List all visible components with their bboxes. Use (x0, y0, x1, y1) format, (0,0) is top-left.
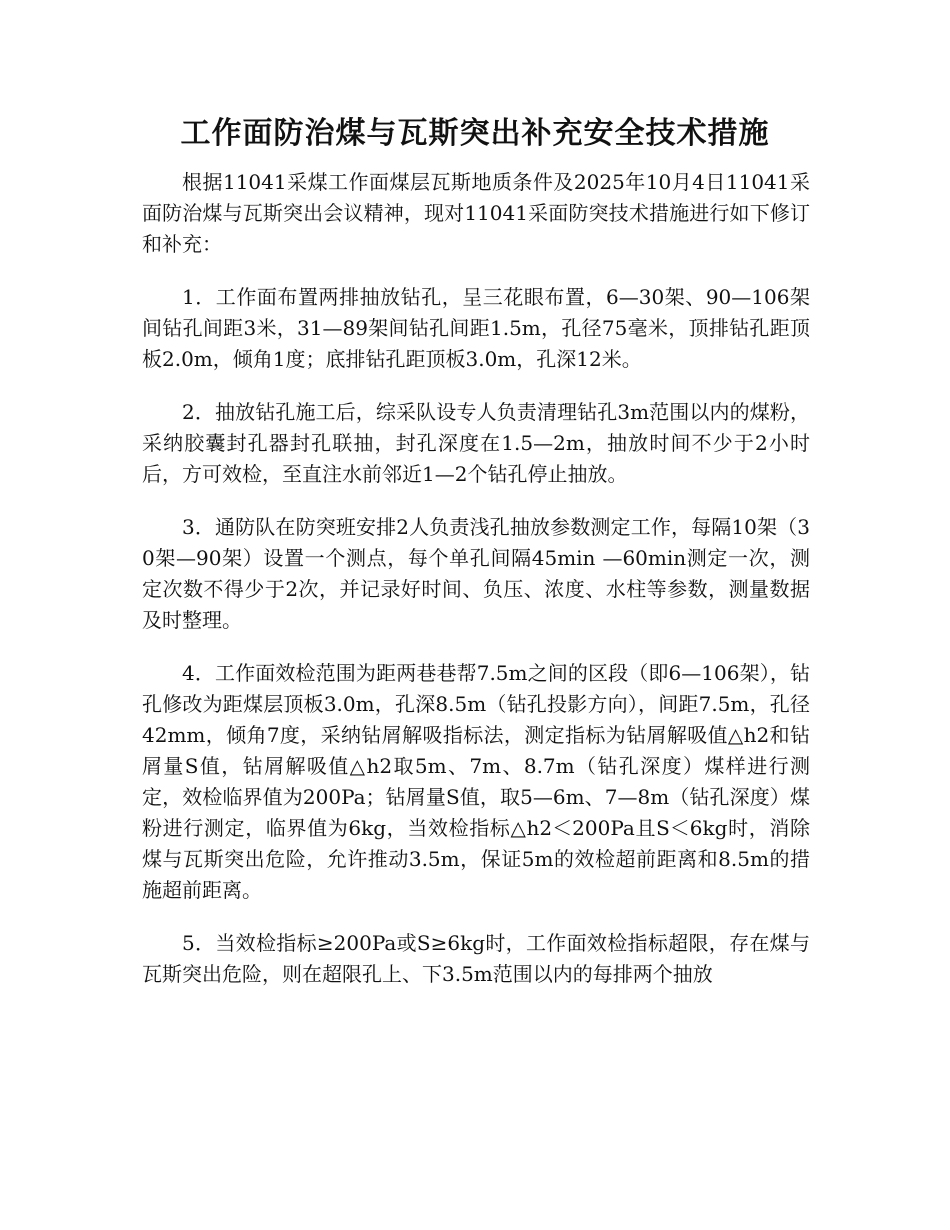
intro-paragraph: 根据11041采煤工作面煤层瓦斯地质条件及2025年10月4日11041采面防治煤与瓦斯突出会议精神，现对11041采面防突技术措施进行如下修订和补充： (142, 170, 810, 256)
document-body (142, 167, 810, 990)
measure-paragraph-5: 5．当效检指标≥200Pa或S≥6kg时，工作面效检指标超限，存在煤与瓦斯突出危险，则在超限孔上、下3.5m范围以内的每排两个抽放 (142, 931, 810, 986)
measure-paragraph-1: 1．工作面布置两排抽放钻孔，呈三花眼布置，6—30架、90—106架间钻孔间距3米，31—89架间钻孔间距1.5m，孔径75毫米，顶排钻孔距顶板2.0m，倾角1度；底排钻孔距顶板3.0m，孔深12米。 (142, 285, 810, 371)
measure-paragraph-4: 4．工作面效检范围为距两巷巷帮7.5m之间的区段（即6—106架），钻孔修改为距煤层顶板3.0m，孔深8.5m（钻孔投影方向），间距7.5m，孔径42mm，倾角7度，采纳钻屑解吸指标法，测定指标为钻屑解吸值△h2和钻屑量S值，钻屑解吸值△h2取5m、7m、8.7m（钻孔深度）煤样进行测定，效检临界值为200Pa；钻屑量S值，取5—6m、7—8m（钻孔深度）煤粉进行测定，临界值为6kg，当效检指标△h2＜200Pa且S＜6kg时，消除煤与瓦斯突出危险，允许推动3.5m，保证5m的效检超前距离和8.5m的措施超前距离。 (142, 661, 810, 902)
measure-paragraph-2: 2．抽放钻孔施工后，综采队设专人负责清理钻孔3m范围以内的煤粉，采纳胶囊封孔器封孔联抽，封孔深度在1.5—2m，抽放时间不少于2小时后，方可效检，至直注水前邻近1—2个钻孔停止抽放。 (142, 400, 810, 486)
measure-paragraph-3: 3．通防队在防突班安排2人负责浅孔抽放参数测定工作，每隔10架（30架—90架）设置一个测点，每个单孔间隔45min —60min测定一次，测定次数不得少于2次，并记录好时间、负压、浓度、水柱等参数，测量数据及时整理。 (142, 515, 810, 632)
document-title: 工作面防治煤与瓦斯突出补充安全技术措施 (180, 116, 770, 151)
